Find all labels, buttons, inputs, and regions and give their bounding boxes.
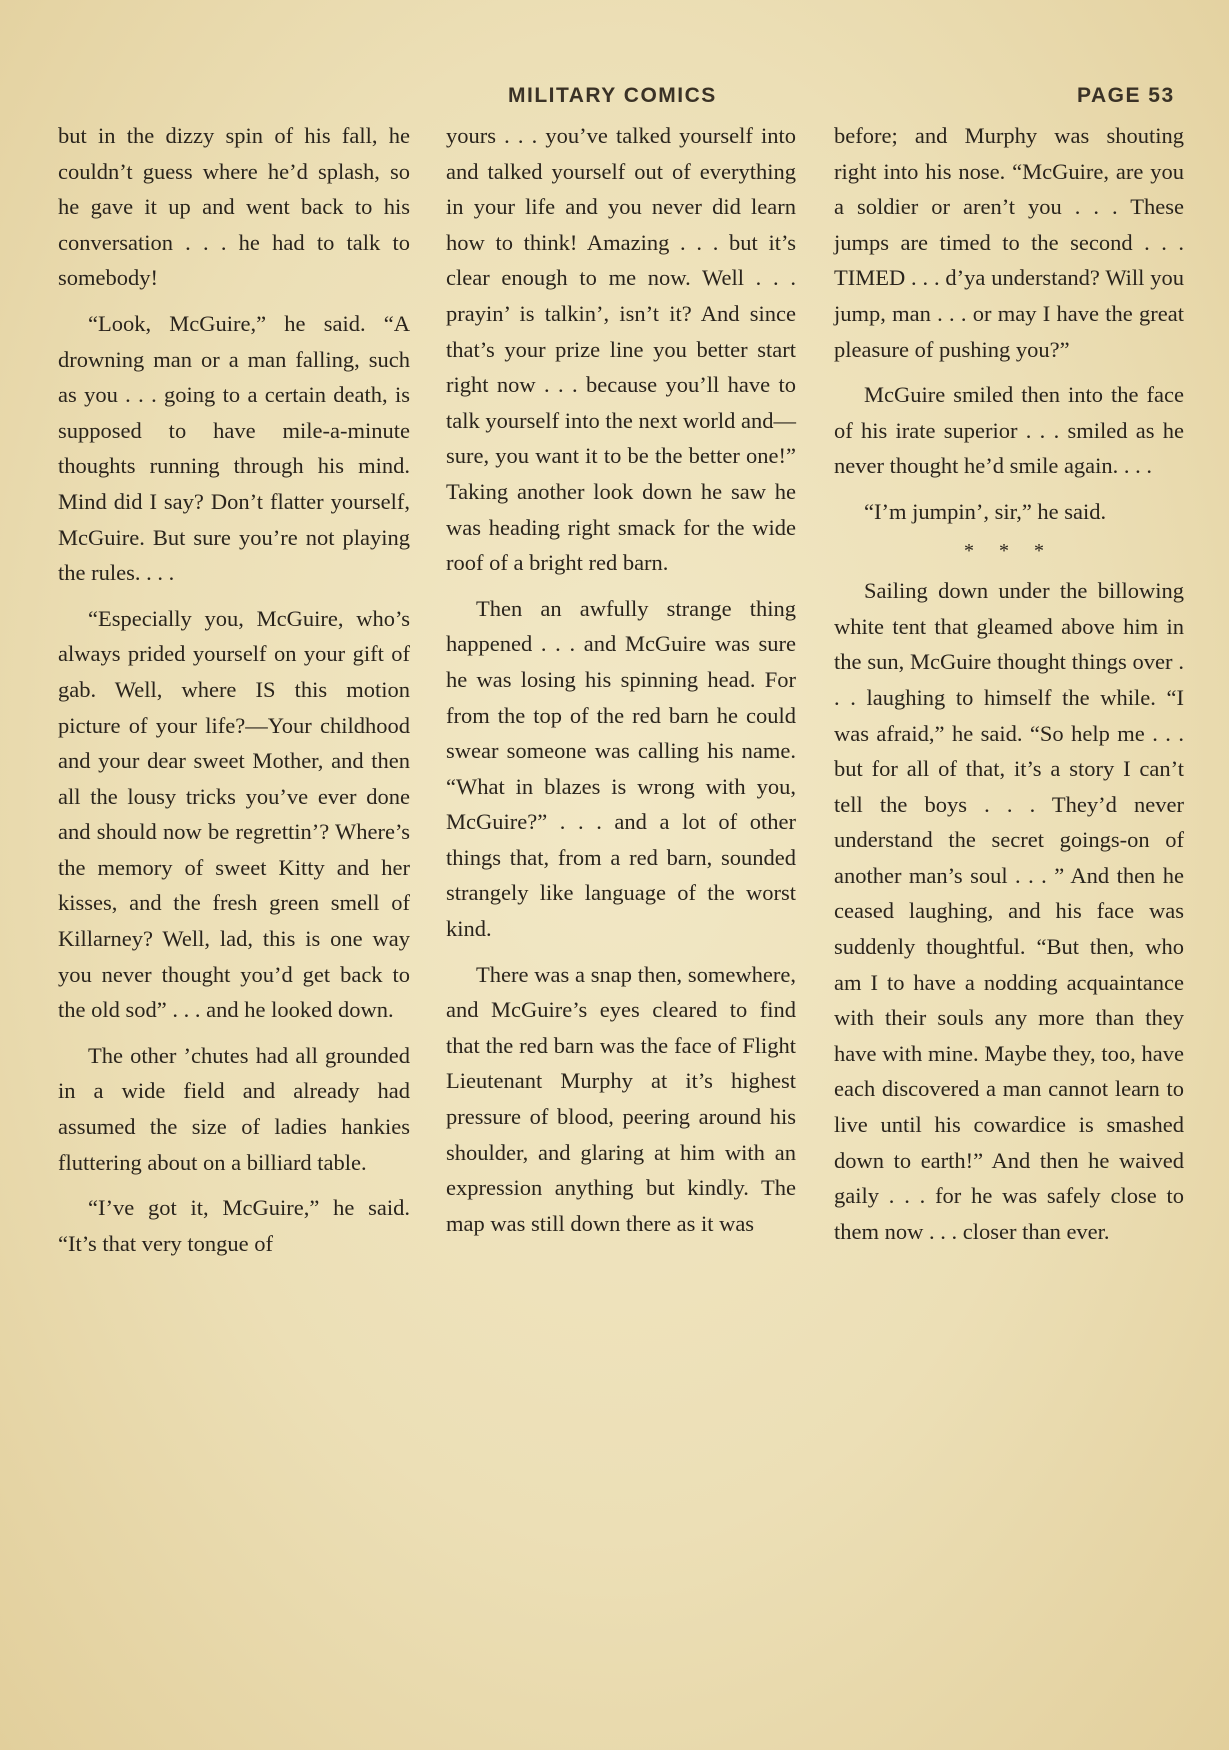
paragraph: yours . . . you’ve talked yourself into and talked yourself out of everything in your life and you never did learn how to think! Amazing . . . but it’s clear enough to me now. Well . . . prayin’ is talkin’, isn’t it? And since that’s your prize line you better start right now . . . because you’ll have to talk yourself into the next world and—sure, you want it to be the better one!” Taking another look down he saw he was heading right smack for the wide roof of a bright red barn. — [446, 123, 796, 576]
page-number: PAGE 53 — [1077, 84, 1175, 107]
paragraph: McGuire smiled then into the face of his irate superior . . . smiled as he never thought he’d smile again. . . . — [834, 382, 1184, 479]
column-2 — [446, 118, 796, 1251]
paragraph: The other ’chutes had all grounded in a wide field and already had assumed the size of ladies hankies fluttering about on a billiard table. — [58, 1042, 410, 1175]
section-break: * * * — [964, 539, 1054, 562]
paragraph: before; and Murphy was shouting right into his nose. “McGuire, are you a soldier or aren’t you . . . These jumps are timed to the second . . . TIMED . . . d’ya understand? Will you jump, man . . . or may I have the great pleasure of pushing you?” — [834, 123, 1184, 362]
paragraph: “Especially you, McGuire, who’s always prided yourself on your gift of gab. Well, where IS this motion picture of your life?—Your childhood and your dear sweet Mother, and then all the lousy tricks you’ve ever done and should now be regrettin’? Where’s the memory of sweet Kitty and her kisses, and the fresh green smell of Killarney? Well, lad, this is one way you never thought you’d get back to the old sod” . . . and he looked down. — [58, 605, 410, 1023]
paragraph: Sailing down under the billowing white tent that gleamed above him in the sun, McGuire thought things over . . . laughing to himself the while. “I was afraid,” he said. “So help me . . . but for all of that, it’s a story I can’t tell the boys . . . They’d never understand the secret goings-on of another man’s soul . . . ” And then he ceased laughing, and his face was suddenly thoughtful. “But then, who am I to have a nodding acquaintance with their souls any more than they have with mine. Maybe they, too, have each discovered a man cannot learn to live until his cowardice is smashed down to earth!” And then he waived gaily . . . for he was safely close to them now . . . closer than ever. — [834, 578, 1184, 1244]
column-1 — [58, 118, 410, 1271]
column-3 — [834, 118, 1184, 1259]
page-header — [0, 84, 1229, 114]
paragraph: but in the dizzy spin of his fall, he couldn’t guess where he’d splash, so he gave it up and went back to his conversation . . . he had to talk to somebody! — [58, 123, 410, 291]
paragraph: Then an awfully strange thing happened . . . and McGuire was sure he was losing his spinning head. For from the top of the red barn he could swear someone was calling his name. “What in blazes is wrong with you, McGuire?” . . . and a lot of other things that, from a red barn, sounded strangely like language of the worst kind. — [446, 595, 796, 942]
paragraph: There was a snap then, somewhere, and McGuire’s eyes cleared to find that the red barn was the face of Flight Lieutenant Murphy at it’s highest pressure of blood, peering around his shoulder, and glaring at him with an expression anything but kindly. The map was still down there as it was — [446, 961, 796, 1236]
paragraph: “Look, McGuire,” he said. “A drowning man or a man falling, such as you . . . going to a certain death, is supposed to have mile-a-minute thoughts running through his mind. Mind did I say? Don’t flatter yourself, McGuire. But sure you’re not playing the rules. . . . — [58, 310, 410, 586]
paragraph: “I’ve got it, McGuire,” he said. “It’s that very tongue of — [58, 1195, 410, 1256]
paragraph: “I’m jumpin’, sir,” he said. — [864, 498, 1107, 524]
magazine-title: MILITARY COMICS — [508, 84, 717, 107]
